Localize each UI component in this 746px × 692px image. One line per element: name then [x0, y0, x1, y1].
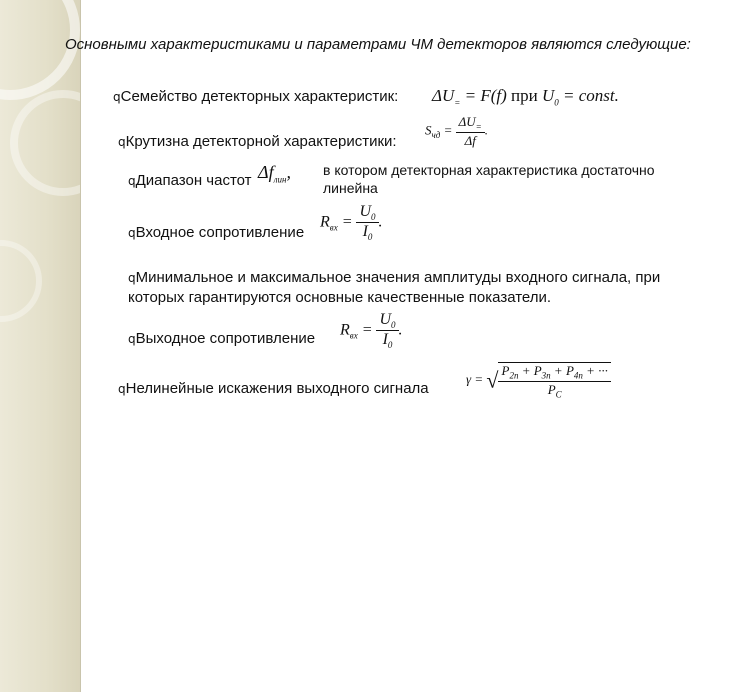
list-item — [118, 380, 429, 397]
bullet-icon: q — [118, 382, 126, 396]
bullet-icon: q — [128, 174, 136, 188]
list-item — [118, 133, 397, 150]
bullet-icon: q — [128, 271, 136, 285]
sidebar-divider — [80, 0, 81, 692]
bullet-icon: q — [113, 90, 121, 104]
formula-distortion: γ = √ $\frac{P_{2п} + P_{3п} + P_{4п} + \cdot\cdot\cdot}{P_С}$ — [466, 362, 611, 399]
formula-slope: $S_{чд}$ = $\frac{\Delta U_=}{\Delta f}$ . — [425, 114, 488, 148]
item-label: Минимальное и максимальное значения амплитуды входного сигнала, при которых гарантируются основные качественные показатели. — [128, 269, 661, 306]
formula-freq-range: $\Delta f_{лин}$, — [258, 162, 291, 185]
decorative-ring — [10, 90, 116, 196]
decorative-ring — [0, 240, 42, 322]
formula-output-resistance: $R_{вх}$ = $\frac{U_0}{I_0}$ . — [340, 311, 403, 351]
slide-heading: Основными характеристиками и параметрами ЧМ детекторов являются следующие: — [65, 36, 691, 53]
item-label: Выходное сопротивление — [135, 330, 316, 347]
formula-family: $\Delta U_= = F(f)$ при $U_0$ = const. — [432, 86, 619, 108]
list-item — [128, 330, 315, 347]
item-label: Семейство детекторных характеристик: — [120, 88, 399, 105]
bullet-icon: q — [118, 135, 126, 149]
item-label: Входное сопротивление — [135, 224, 305, 241]
list-item — [128, 172, 252, 189]
list-item — [128, 268, 718, 308]
item-note: в котором детекторная характеристика достаточно линейна — [323, 162, 655, 196]
list-item — [128, 224, 304, 241]
list-item — [113, 88, 398, 105]
item-label: Нелинейные искажения выходного сигнала — [125, 380, 429, 397]
decorative-sidebar — [0, 0, 80, 692]
bullet-icon: q — [128, 226, 136, 240]
item-label: Крутизна детекторной характеристики: — [125, 133, 397, 150]
bullet-icon: q — [128, 332, 136, 346]
formula-input-resistance: $R_{вх}$ = $\frac{U_0}{I_0}$ . — [320, 203, 383, 243]
item-label: Диапазон частот — [135, 172, 252, 189]
